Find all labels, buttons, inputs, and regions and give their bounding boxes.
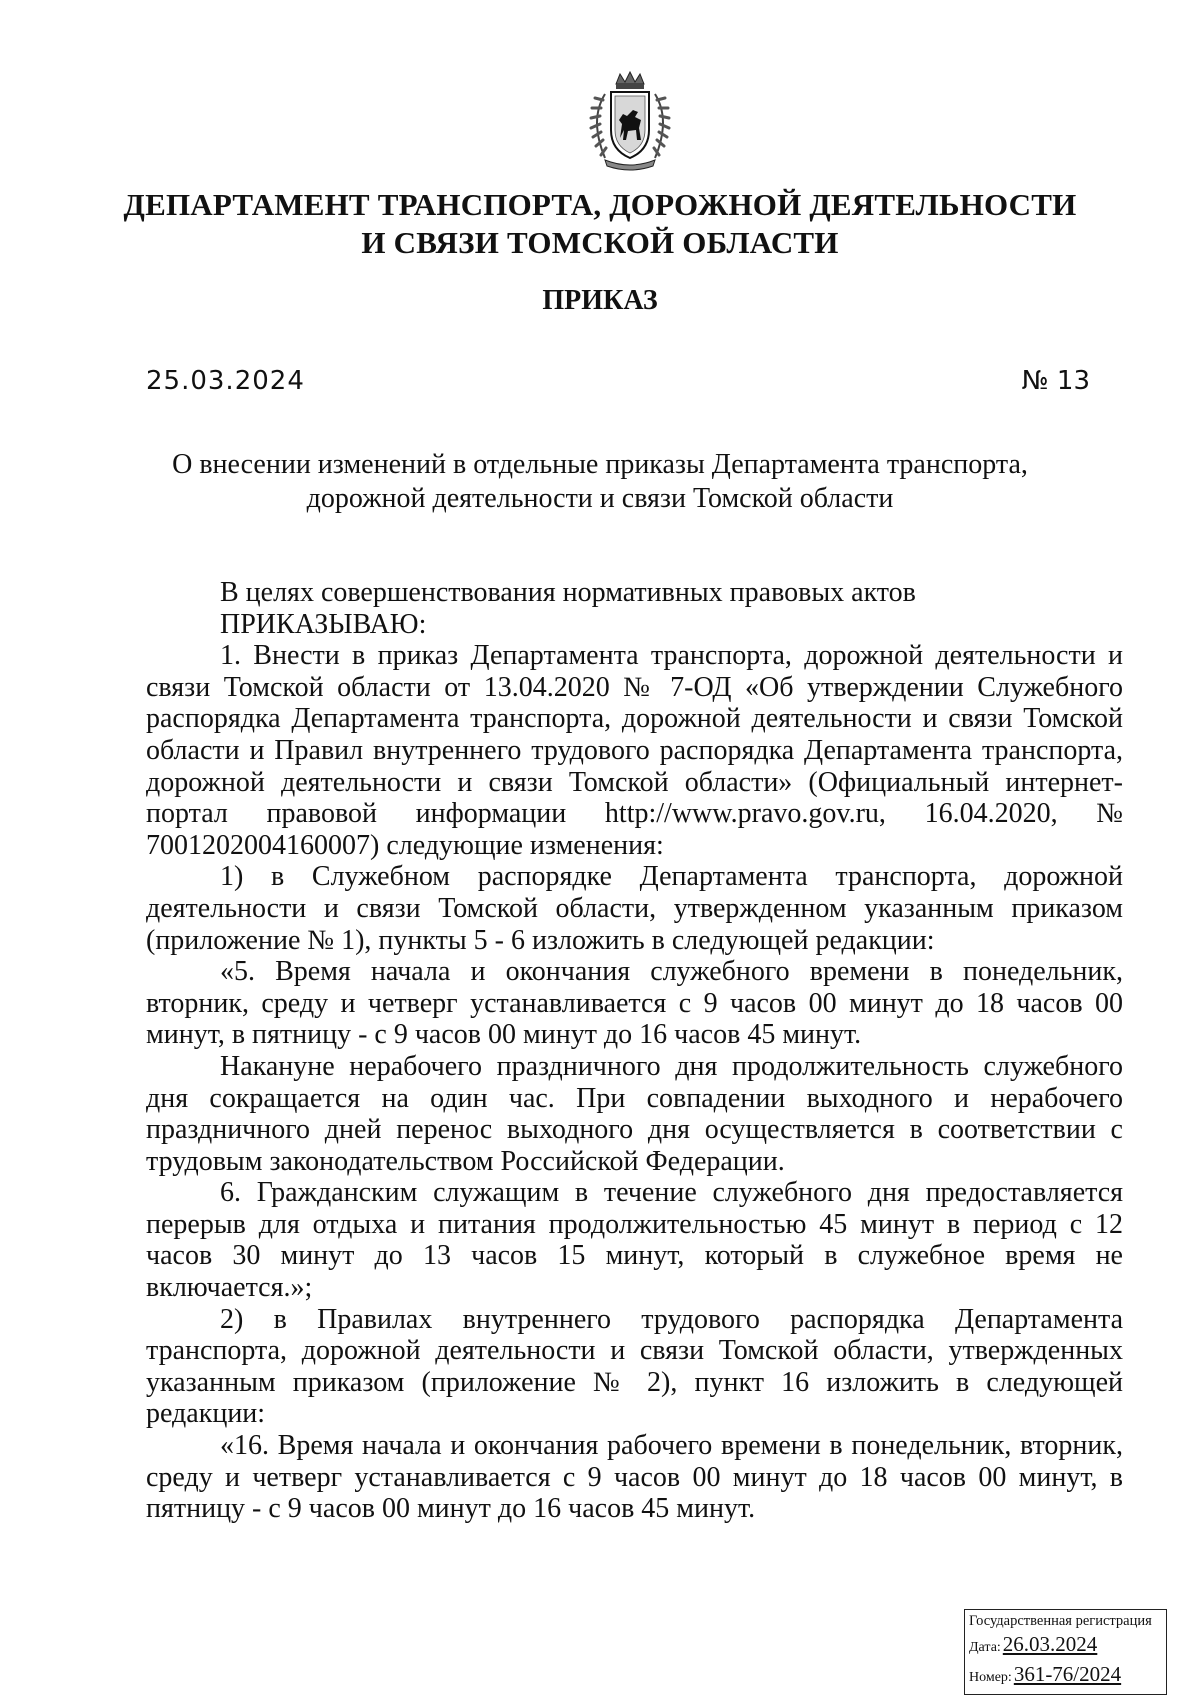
subject-line2: дорожной деятельности и связи Томской области <box>306 483 894 514</box>
department-name-line1: ДЕПАРТАМЕНТ ТРАНСПОРТА, ДОРОЖНОЙ ДЕЯТЕЛЬНОСТИ <box>123 187 1077 222</box>
order-body <box>146 577 1123 1525</box>
paragraph-item-16: «16. Время начала и окончания рабочего времени в понедельник, вторник, среду и четверг устанавливается с 9 часов 00 минут до 18 часов 00 минут, в пятницу - с 9 часов 00 минут до 16 часов 45 минут. <box>146 1430 1123 1525</box>
order-subject <box>150 448 1050 516</box>
stamp-number-label: Номер: <box>969 1670 1012 1685</box>
paragraph-item-5: «5. Время начала и окончания служебного времени в понедельник, вторник, среду и четверг устанавливается с 9 часов 00 минут до 18 часов 00 минут, в пятницу - с 9 часов 00 минут до 16 часов 45 минут. <box>146 956 1123 1051</box>
subject-line1: О внесении изменений в отдельные приказы Департамента транспорта, <box>172 449 1028 480</box>
stamp-date-row <box>969 1632 1097 1657</box>
paragraph-1-1: 1) в Служебном распорядке Департамента транспорта, дорожной деятельности и связи Томской области, утвержденном указанным приказом (приложение № 1), пункты 5 - 6 изложить в следующей редакции: <box>146 861 1123 956</box>
paragraph-1: 1. Внести в приказ Департамента транспорта, дорожной деятельности и связи Томской области от 13.04.2020 № 7-ОД «Об утверждении Служебного распорядка Департамента транспорта, дорожной деятельности и связи Томской области и Правил внутреннего трудового распорядка Департамента транспорта, дорожной деятельности и связи Томской области» (Официальный интернет-портал правовой информации http://www.pravo.gov.ru, 16.04.2020, № 7001202004160007) следующие изменения: <box>146 640 1123 861</box>
paragraph-1-2: 2) в Правилах внутреннего трудового распорядка Департамента транспорта, дорожной деятельности и связи Томской области, утвержденных указанным приказом (приложение № 2), пункт 16 изложить в следующей редакции: <box>146 1303 1123 1430</box>
paragraph-holiday: Накануне нерабочего праздничного дня продолжительность служебного дня сокращается на один час. При совпадении выходного и нерабочего праздничного дней перенос выходного дня осуществляется в соответствии с трудовым законодательством Российской Федерации. <box>146 1050 1123 1177</box>
stamp-number-value: 361-76/2024 <box>1013 1662 1122 1686</box>
coat-of-arms-icon <box>575 70 685 174</box>
document-type: ПРИКАЗ <box>542 285 658 316</box>
registration-stamp <box>964 1609 1167 1695</box>
order-number: № 13 <box>1021 366 1090 396</box>
order-date: 25.03.2024 <box>146 366 305 396</box>
department-name <box>100 186 1100 262</box>
stamp-title: Государственная регистрация <box>969 1613 1152 1629</box>
paragraph-item-6: 6. Гражданским служащим в течение служебного дня предоставляется перерыв для отдыха и питания продолжительностью 45 минут в период с 12 часов 30 минут до 13 часов 15 минут, который в служебное время не включается.»; <box>146 1177 1123 1304</box>
department-name-line2: И СВЯЗИ ТОМСКОЙ ОБЛАСТИ <box>361 225 839 260</box>
stamp-date-value: 26.03.2024 <box>1002 1632 1098 1656</box>
preamble: В целях совершенствования нормативных правовых актов <box>220 577 916 608</box>
stamp-date-label: Дата: <box>969 1640 1001 1655</box>
stamp-number-row <box>969 1662 1121 1687</box>
order-word: ПРИКАЗЫВАЮ: <box>220 608 427 640</box>
